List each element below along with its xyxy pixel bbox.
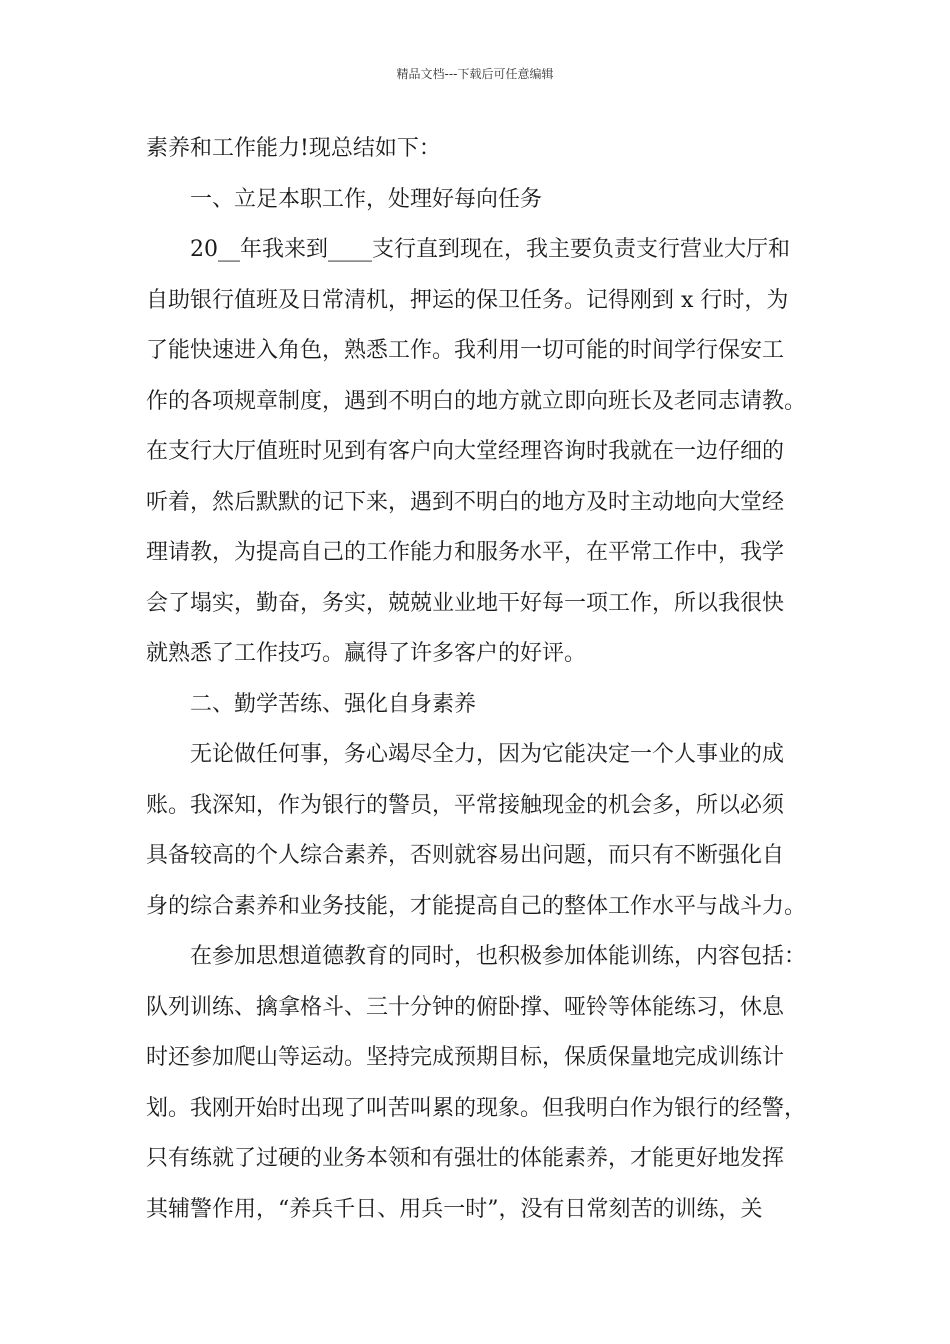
text-line: 账。我深知，作为银行的警员，平常接触现金的机会多，所以必须 xyxy=(146,792,785,818)
text-line: 无论做任何事，务心竭尽全力，因为它能决定一个人事业的成 xyxy=(190,742,785,767)
text-line: 作的各项规章制度，遇到不明白的地方就立即向班长及老同志请教。 xyxy=(146,388,807,414)
section-heading: 一、立足本职工作，处理好每向任务 xyxy=(190,186,543,212)
text-line: 理请教，为提高自己的工作能力和服务水平，在平常工作中，我学 xyxy=(146,540,785,565)
text-line: 就熟悉了工作技巧。赢得了许多客户的好评。 xyxy=(146,641,587,666)
text-line: 队列训练、擒拿格斗、三十分钟的俯卧撑、哑铃等体能练习，休息 xyxy=(146,994,785,1020)
text-line: 在参加思想道德教育的同时，也积极参加体能训练，内容包括： xyxy=(190,944,807,969)
text-line: 身的综合素养和业务技能，才能提高自己的整体工作水平与战斗力。 xyxy=(146,893,807,919)
section-heading: 二、勤学苦练、强化自身素养 xyxy=(190,691,477,717)
text-line: 在支行大厅值班时见到有客户向大堂经理咨询时我就在一边仔细的 xyxy=(146,439,785,464)
text-line: 了能快速进入角色，熟悉工作。我利用一切可能的时间学行保安工 xyxy=(146,338,785,363)
text-line: 20__年我来到____支行直到现在，我主要负责支行营业大厅和 xyxy=(190,237,790,262)
text-line: 会了塌实，勤奋，务实，兢兢业业地干好每一项工作，所以我很快 xyxy=(146,590,785,616)
page-header: 精品文档---下载后可任意编辑 xyxy=(396,67,554,81)
text-line: 素养和工作能力!现总结如下： xyxy=(146,136,441,161)
text-line: 划。我刚开始时出现了叫苦叫累的现象。但我明白作为银行的经警， xyxy=(146,1095,807,1121)
document-body xyxy=(146,124,826,1235)
text-line: 具备较高的个人综合素养，否则就容易出问题，而只有不断强化自 xyxy=(146,843,785,868)
text-line: 听着，然后默默的记下来，遇到不明白的地方及时主动地向大堂经 xyxy=(146,489,785,515)
text-line: 只有练就了过硬的业务本领和有强壮的体能素养，才能更好地发挥 xyxy=(146,1146,785,1171)
text-line: 自助银行值班及日常清机，押运的保卫任务。记得刚到 x 行时，为 xyxy=(146,287,789,313)
text-line: 其辅警作用，“养兵千日、用兵一时”，没有日常刻苦的训练，关 xyxy=(146,1196,763,1222)
text-line: 时还参加爬山等运动。坚持完成预期目标，保质保量地完成训练计 xyxy=(146,1045,785,1070)
